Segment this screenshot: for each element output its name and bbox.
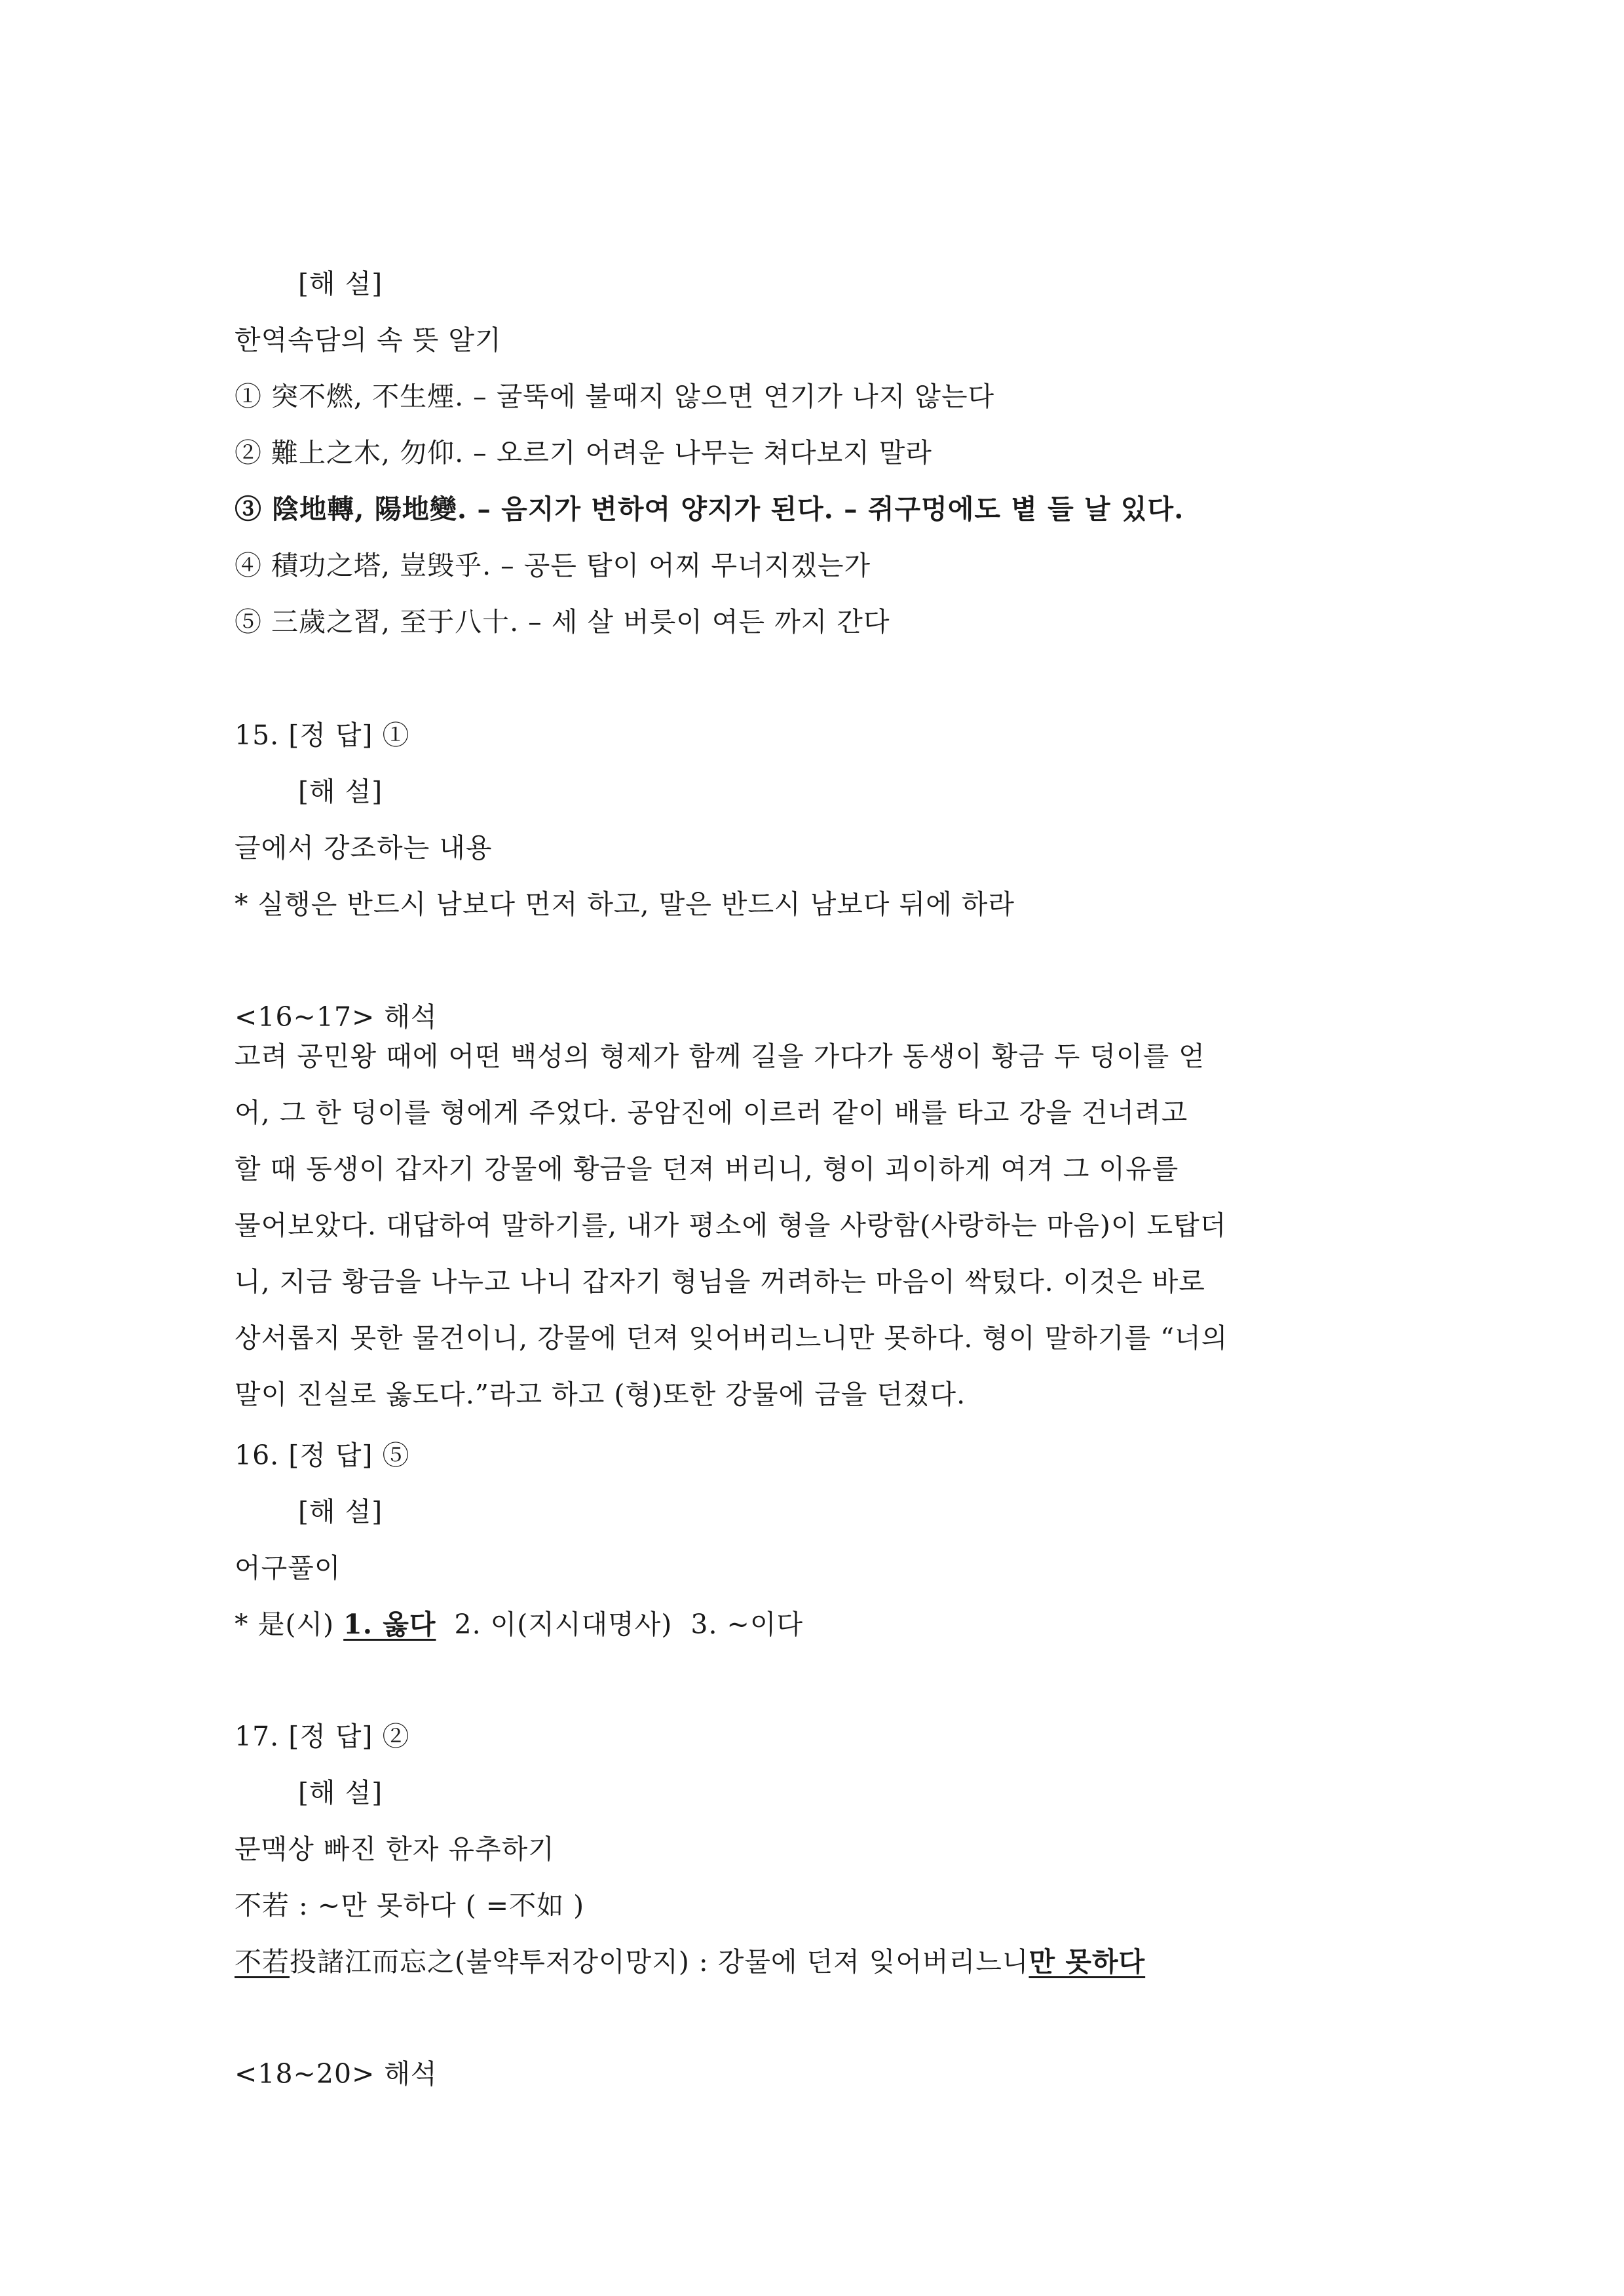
- q16-note: [235, 1606, 803, 1643]
- q15-answer: 15. [정 답] ①: [235, 719, 410, 751]
- passage-line: 말이 진실로 옳도다.”라고 하고 (형)또한 강물에 금을 던졌다.: [235, 1379, 966, 1410]
- passage-line: 할 때 동생이 갑자기 강물에 황금을 던져 버리니, 형이 괴이하게 여겨 그 이유를: [235, 1153, 1179, 1185]
- q16-note-rest: 2. 이(지시대명사) 3. ~이다: [436, 1609, 804, 1640]
- passage-line: 니, 지금 황금을 나누고 나니 갑자기 형님을 꺼려하는 마음이 싹텄다. 이것은 바로: [235, 1266, 1205, 1297]
- section-title: 한역속담의 속 뜻 알기: [235, 324, 502, 356]
- q17-definition: 不若 : ~만 못하다 ( =不如 ): [235, 1890, 585, 1921]
- q17-example-underlined-2: 만 못하다: [1029, 1946, 1146, 1978]
- proverb-item-3-answer: ③ 陰地轉, 陽地變. – 음지가 변하여 양지가 된다. – 쥐구멍에도 볕 들 날 있다.: [235, 493, 1184, 525]
- passage-16-17-text: [235, 1028, 1401, 1423]
- proverb-item-1: ① 突不燃, 不生煙. – 굴뚝에 불때지 않으면 연기가 나지 않는다: [235, 381, 995, 412]
- passage-18-20-header: <18~20> 해석: [235, 2058, 438, 2090]
- passage-line: 상서롭지 못한 물건이니, 강물에 던져 잊어버리느니만 못하다. 형이 말하기를 “너의: [235, 1322, 1228, 1354]
- q15-title: 글에서 강조하는 내용: [235, 832, 493, 864]
- q16-title: 어구풀이: [235, 1552, 341, 1584]
- proverb-item-4: ④ 積功之塔, 豈毁乎. – 공든 탑이 어찌 무너지겠는가: [235, 550, 871, 581]
- passage-line: 고려 공민왕 때에 어떤 백성의 형제가 함께 길을 가다가 동생이 황금 두 덩이를 얻: [235, 1041, 1205, 1072]
- passage-line: 물어보았다. 대답하여 말하기를, 내가 평소에 형을 사랑함(사랑하는 마음)이 도탑더: [235, 1210, 1227, 1241]
- q15-note: * 실행은 반드시 남보다 먼저 하고, 말은 반드시 남보다 뒤에 하라: [235, 889, 1015, 920]
- q16-answer: 16. [정 답] ⑤: [235, 1440, 410, 1471]
- q16-haeseol-label: [해 설]: [298, 1496, 383, 1527]
- q17-haeseol-label: [해 설]: [298, 1777, 383, 1808]
- passage-line: 어, 그 한 덩이를 형에게 주었다. 공암진에 이르러 같이 배를 타고 강을 건너려고: [235, 1097, 1188, 1128]
- q16-note-emphasis: 1. 옳다: [343, 1609, 436, 1640]
- q17-example-underlined-1: 不若: [235, 1946, 290, 1978]
- q16-note-prefix: * 是(시): [235, 1609, 344, 1640]
- proverb-item-5: ⑤ 三歲之習, 至于八十. – 세 살 버릇이 여든 까지 간다: [235, 606, 890, 638]
- q15-haeseol-label: [해 설]: [298, 776, 383, 807]
- q17-answer: 17. [정 답] ②: [235, 1721, 410, 1752]
- proverb-item-2: ② 難上之木, 勿仰. – 오르기 어려운 나무는 쳐다보지 말라: [235, 437, 932, 469]
- q17-title: 문맥상 빠진 한자 유추하기: [235, 1833, 555, 1865]
- q17-example-middle: 投諸江而忘之(불약투저강이망지) : 강물에 던져 잊어버리느니: [290, 1946, 1029, 1978]
- passage-16-17-header: <16~17> 해석: [235, 1001, 438, 1033]
- q17-example: [235, 1943, 1145, 1980]
- haeseol-label: [해 설]: [298, 268, 383, 299]
